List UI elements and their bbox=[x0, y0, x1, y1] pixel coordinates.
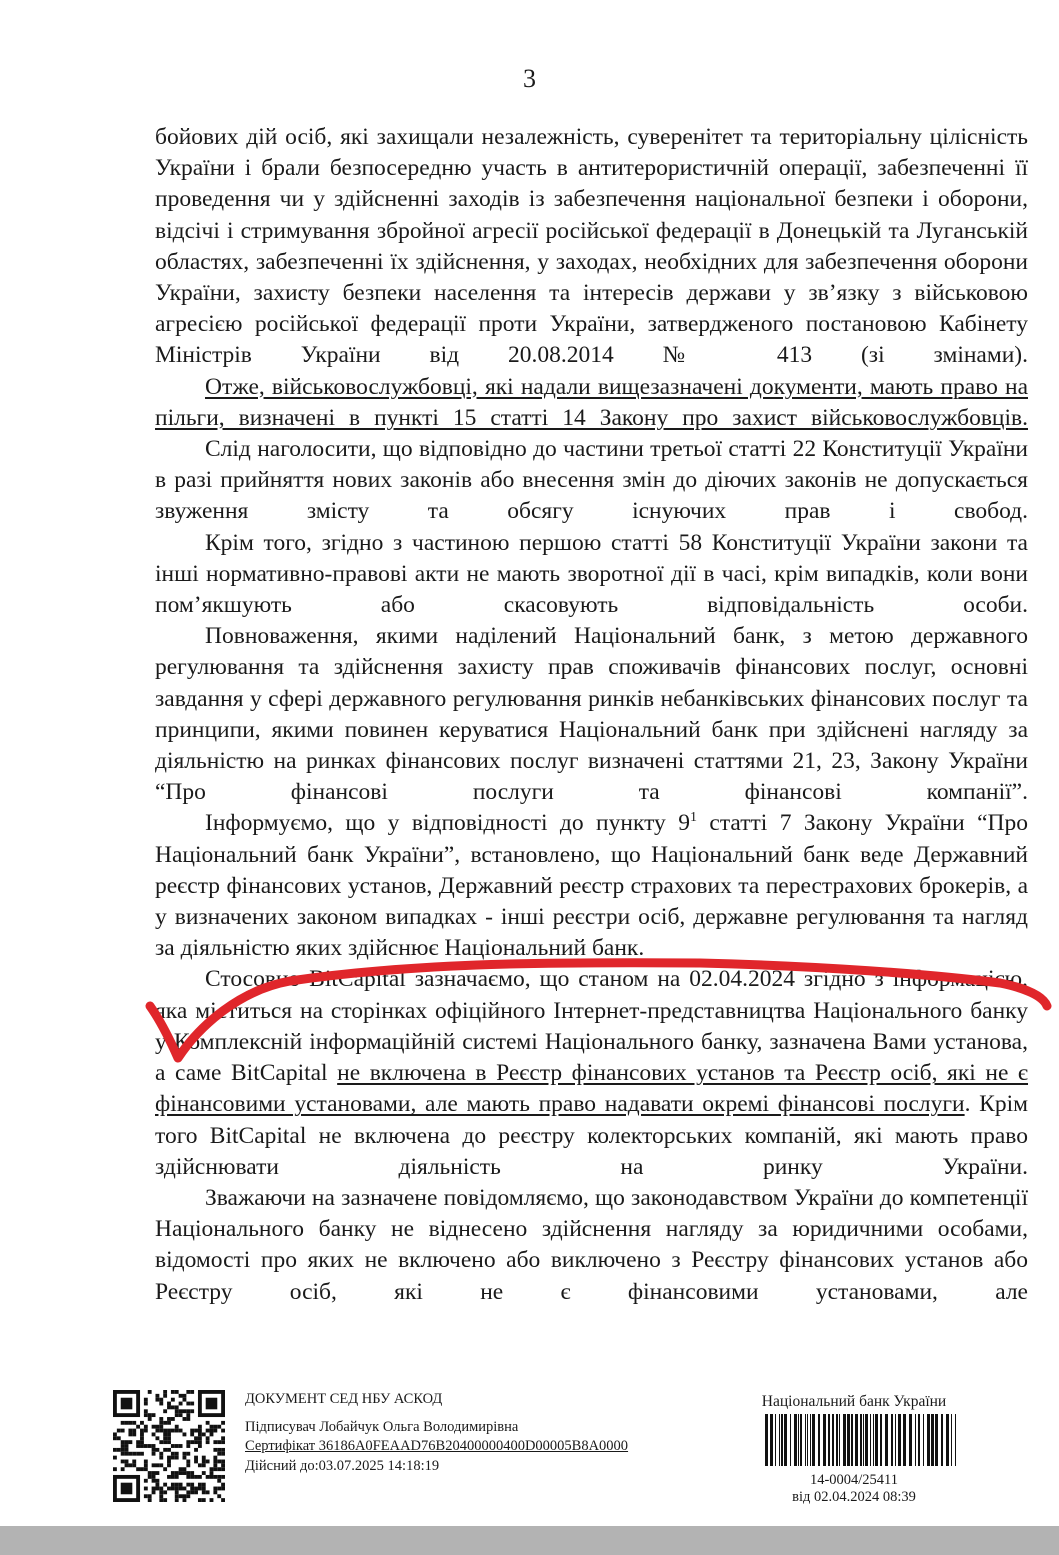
barcode-icon bbox=[763, 1414, 963, 1466]
stamp-title: ДОКУМЕНТ СЕД НБУ АСКОД bbox=[245, 1391, 443, 1407]
stamp-certificate: Сертифікат 36186A0FEAAD76B20400000400D00005B8A0000 bbox=[245, 1438, 629, 1454]
paragraph-6-part-b: статті 7 Закону України “Про Національний банк України”, встановлено, що Національний банк веде Державний реєстр фінансових установ, Державний реєстр страхових та перестрахових брокерів, а у визначених законом випадках - інші реєстри осіб, державне регулювання та нагляд за діяльністю яких здійснює Національний банк. bbox=[155, 810, 1028, 962]
stamp-valid-until: Дійсний до:03.07.2025 14:18:19 bbox=[245, 1457, 440, 1474]
electronic-signature-stamp bbox=[245, 1390, 715, 1476]
paragraph-6-part-a: Інформуємо, що у відповідності до пункту 9 bbox=[205, 810, 690, 837]
bank-name: Національний банк України bbox=[761, 1393, 947, 1410]
registration-block bbox=[735, 1472, 973, 1506]
letter-body bbox=[155, 122, 1028, 1308]
superscript-index: 1 bbox=[689, 810, 697, 826]
paragraph-5: Повноваження, якими наділений Національний банк, з метою державного регулювання та здійснення захисту прав споживачів фінансових послуг, основні завдання у сфері державного регулювання ринків небанківських фінансових послуг та принципи, якими повинен керуватися Національний банк при здійснені нагляду за діяльністю на ринках фінансових послуг визначені статтями 21, 23, Закону України “Про фінансові послуги та фінансові компанії”. bbox=[155, 623, 1028, 806]
registration-number: 14-0004/25411 bbox=[809, 1472, 899, 1488]
paragraph-7-part-b: . Крім того BitCapital не включена до реєстру колекторських компаній, які мають право здійснювати діяльність на ринку України. bbox=[155, 1091, 1029, 1180]
paragraph-8: Зважаючи на зазначене повідомляємо, що законодавством України до компетенції Національного банку не віднесено здійснення нагляду за юридичними особами, відомості про яких не включено або виключено з Реєстру фінансових установ або Реєстру осіб, які не є фінансовими установами, але bbox=[155, 1184, 1028, 1305]
stamp-signer: Підписувач Лобайчук Ольга Володимирівна bbox=[245, 1418, 519, 1435]
viewer-bottom-bar bbox=[0, 1526, 1059, 1555]
paragraph-7-part-a: Стосовно BitCapital зазначаємо, що станом на 02.04.2024 згідно з інформацією, яка міститься на сторінках офіційного Інтернет-представництва Національного банку у Комплексній інформаційній системі Національного банку, зазначена Вами установа, а саме BitCapital bbox=[155, 966, 1028, 1087]
paragraph-7 bbox=[155, 964, 1028, 1182]
qr-code-icon bbox=[113, 1390, 225, 1502]
paragraph-3: Слід наголосити, що відповідно до частини третьої статті 22 Конституції України в разі прийняття нових законів або внесення змін до діючих законів не допускається звуження змісту та обсягу існуючих прав і свобод. bbox=[155, 436, 1028, 525]
paragraph-1: бойових дій осіб, які захищали незалежність, суверенітет та територіальну цілісність України і брали безпосередню участь в антитерористичній операції, забезпеченні її проведення чи у здійсненні заходів із забезпечення національної безпеки і оборони, відсічі і стримування збройної агресії російської федерації в Донецькій та Луганській областях, забезпеченні їх здійснення, у заходах, необхідних для забезпечення оборони України, захисту безпеки населення та інтересів держави у зв’язку з військовою агресією російської федерації проти України, затвердженого постановою Кабінету Міністрів України від 20.08.2014 № 413 (зі змінами). bbox=[155, 124, 1028, 369]
paragraph-2-underlined: Отже, військовослужбовці, які надали вищезазначені документи, мають право на пільги, визначені в пункті 15 статті 14 Закону про захист військовослужбовців. bbox=[155, 373, 1028, 431]
paragraph-4: Крім того, згідно з частиною першою статті 58 Конституції України закони та інші нормативно-правові акти не мають зворотної дії в часі, крім випадків, коли вони пом’якшують або скасовують відповідальність особи. bbox=[155, 529, 1028, 619]
registration-date: від 02.04.2024 08:39 bbox=[792, 1489, 916, 1505]
page-number: 3 bbox=[523, 64, 536, 93]
paragraph-7-underlined: не включена в Реєстр фінансових установ та Реєстр осіб, які не є фінансовими установами, але мають право надавати окремі фінансові послуги bbox=[155, 1060, 1029, 1118]
paragraph-6 bbox=[155, 808, 1028, 964]
